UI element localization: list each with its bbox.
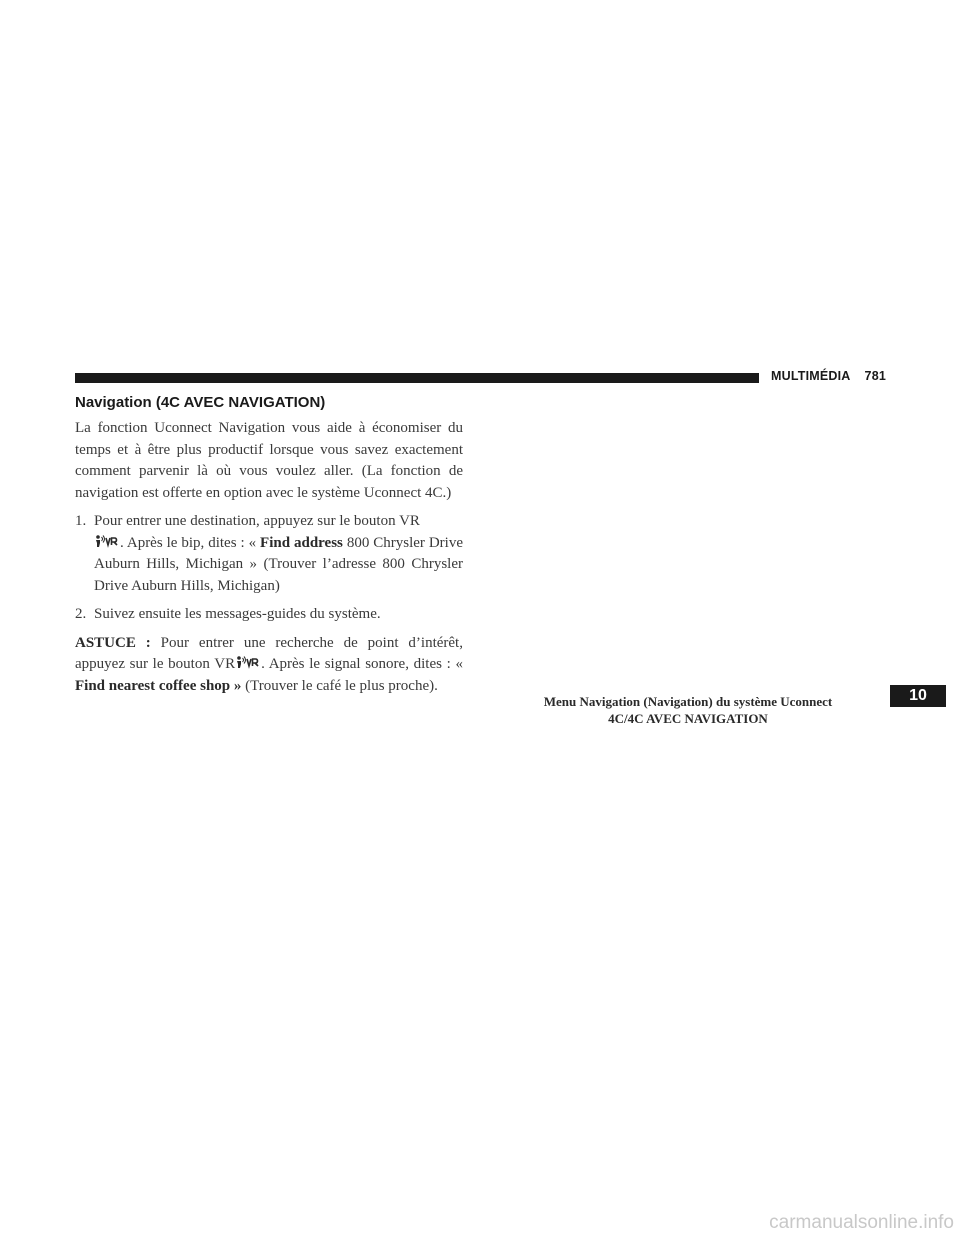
voice-recognition-icon: [235, 655, 261, 669]
step-text-end: 800 Chrysler Drive Auburn Hills, Michigan » (Trouver l’adresse 800 Chrysler Drive Auburn Hills, Michigan): [94, 534, 464, 594]
voice-recognition-icon: [94, 534, 120, 548]
step-text: [94, 511, 463, 597]
step-text: Suivez ensuite les messages-guides du système.: [94, 606, 381, 622]
tip-text-middle: . Après le signal sonore, dites : «: [261, 656, 463, 672]
tip-paragraph: [75, 633, 463, 698]
step-text-start: Pour entrer une destination, appuyez sur le bouton VR: [94, 513, 420, 529]
voice-command: Find address: [260, 534, 343, 551]
list-item: [75, 511, 463, 597]
list-item: [75, 604, 463, 626]
step-text-middle: . Après le bip, dites : «: [120, 534, 261, 551]
caption-line-1: Menu Navigation (Navigation) du système Uconnect: [543, 694, 833, 709]
running-head: [771, 369, 886, 383]
watermark: carmanualsonline.info: [769, 1212, 954, 1233]
tip-text-end: (Trouver le café le plus proche).: [241, 677, 438, 694]
caption-line-2: 4C/4C AVEC NAVIGATION: [608, 711, 768, 726]
tip-text-start: Pour entrer une recherche de point d’intérêt, appuyez sur le bouton VR: [75, 634, 463, 672]
body-column: [75, 418, 463, 704]
header-rule: [75, 373, 759, 383]
voice-command: Find nearest coffee shop »: [75, 677, 242, 694]
step-number: 1.: [75, 513, 87, 529]
step-number: 2.: [75, 606, 87, 622]
chapter-tab: 10: [890, 685, 946, 707]
intro-paragraph: La fonction Uconnect Navigation vous aide à économiser du temps et à être plus productif lorsque vous savez exactement comment parvenir là où vous voulez aller. (La fonction de navigation est offerte en option avec le système Uconnect 4C.): [75, 420, 463, 501]
section-title: Navigation (4C AVEC NAVIGATION): [75, 394, 326, 411]
figure-caption: [503, 693, 873, 727]
tip-label: ASTUCE :: [75, 634, 151, 651]
page-number: 781: [864, 369, 887, 383]
running-head-section: MULTIMÉDIA: [771, 369, 851, 383]
